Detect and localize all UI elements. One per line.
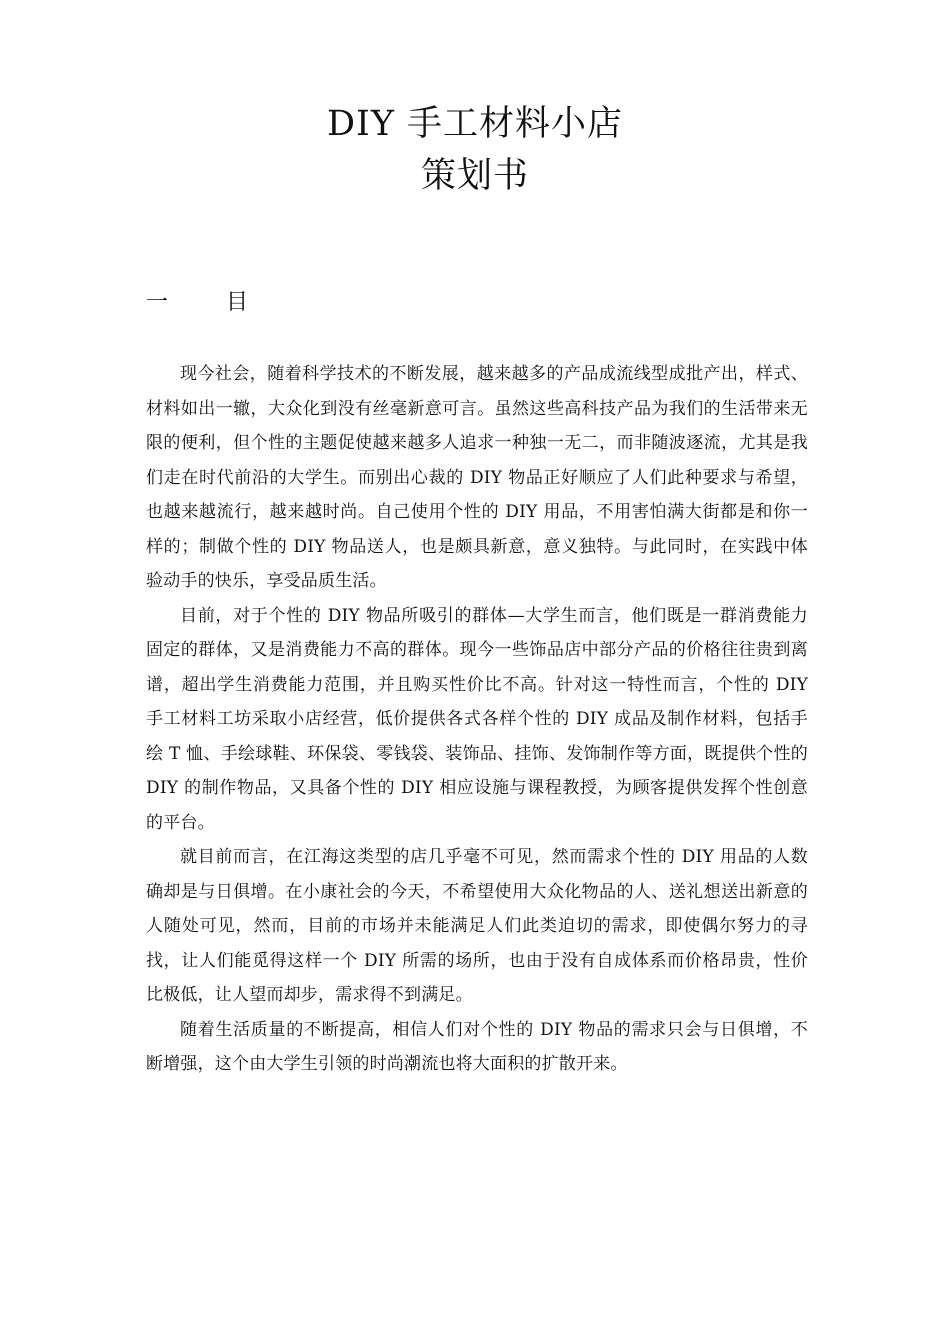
title-line-1: DIY 手工材料小店 xyxy=(326,104,624,144)
document-title xyxy=(0,98,950,202)
paragraph: 现今社会，随着科学技术的不断发展，越来越多的产品成流线型成批产出，样式、材料如出一辙，大众化到没有丝毫新意可言。虽然这些高科技产品为我们的生活带来无限的便利，但个性的主题促使越来越多人追求一种独一无二，而非随波逐流，尤其是我们走在时代前沿的大学生。而别出心裁的 DIY 物品正好顺应了人们此种要求与希望，也越来越流行，越来越时尚。自己使用个性的 DIY 用品，不用害怕满大街都是和你一样的；制做个性的 DIY 物品送人，也是颇具新意，意义独特。与此同时，在实践中体验动手的快乐，享受品质生活。 xyxy=(146,364,808,591)
paragraph: 随着生活质量的不断提高，相信人们对个性的 DIY 物品的需求只会与日俱增，不断增强，这个由大学生引领的时尚潮流也将大面积的扩散开来。 xyxy=(146,1019,808,1074)
section-number: 一 xyxy=(146,290,169,315)
section-heading xyxy=(146,288,248,318)
paragraph: 目前，对于个性的 DIY 物品所吸引的群体—大学生而言，他们既是一群消费能力固定的群体，又是消费能力不高的群体。现今一些饰品店中部分产品的价格往往贵到离谱，超出学生消费能力范围，并且购买性价比不高。针对这一特性而言，个性的 DIY 手工材料工坊采取小店经营，低价提供各式各样个性的 DIY 成品及制作材料，包括手绘 T 恤、手绘球鞋、环保袋、零钱袋、装饰品、挂饰、发饰制作等方面，既提供个性的 DIY 的制作物品，又具备个性的 DIY 相应设施与课程教授，为顾客提供发挥个性创意的平台。 xyxy=(146,605,808,833)
title-line-2: 策划书 xyxy=(420,156,529,196)
paragraph: 就目前而言，在江海这类型的店几乎毫不可见，然而需求个性的 DIY 用品的人数确却是与日俱增。在小康社会的今天，不希望使用大众化物品的人、送礼想送出新意的人随处可见，然而，目前的市场并未能满足人们此类迫切的需求，即使偶尔努力的寻找，让人们能觅得这样一个 DIY 所需的场所，也由于没有自成体系而价格昂贵，性价比极低，让人望而却步，需求得不到满足。 xyxy=(146,847,808,1005)
body-text xyxy=(146,357,808,1082)
section-title: 目 xyxy=(226,290,249,315)
